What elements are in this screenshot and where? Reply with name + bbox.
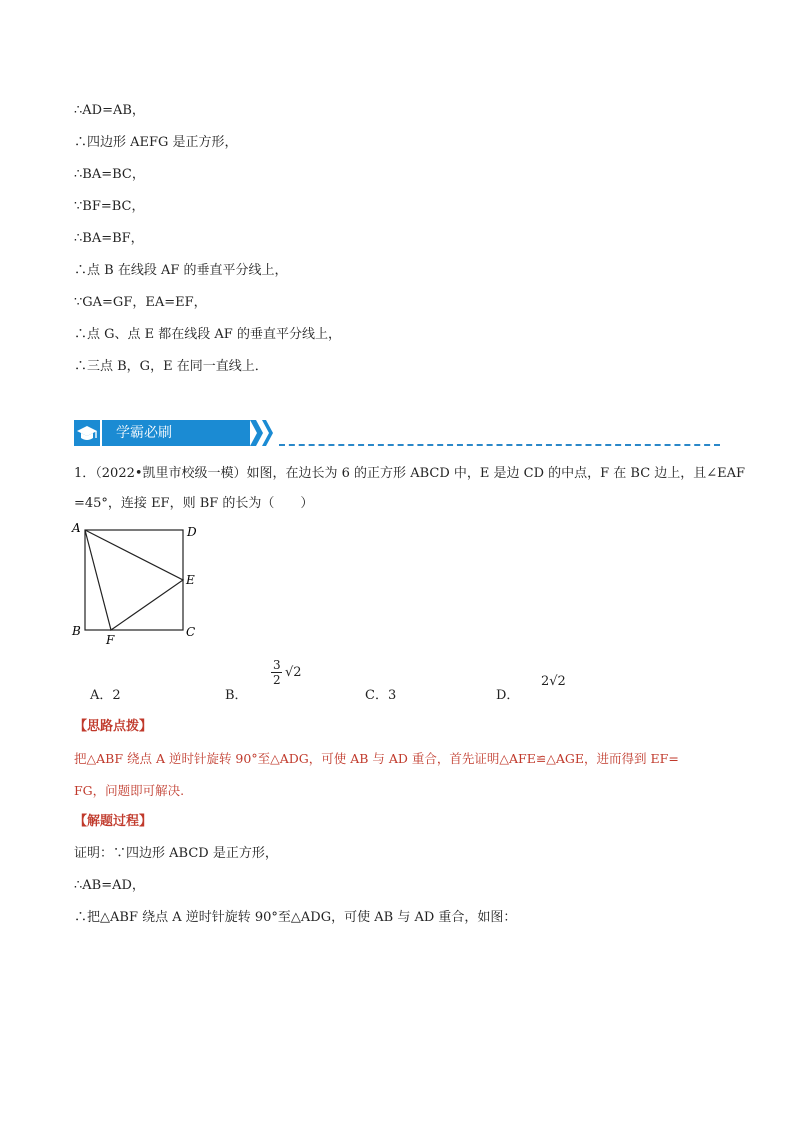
- graduation-cap-icon: [74, 420, 100, 446]
- label-e: E: [186, 573, 195, 587]
- solution-heading: 【解题过程】: [74, 814, 153, 829]
- proof-line: ∴AD=AB，: [74, 103, 145, 118]
- solution-line: 证明：∵四边形 ABCD 是正方形，: [74, 846, 278, 861]
- proof-line: ∴BA=BF，: [74, 231, 144, 246]
- hint-text: 把△ABF 绕点 A 逆时针旋转 90°至△ADG，可使 AB 与 AD 重合，首先证明△AFE≌△AGE，进而得到 EF=: [74, 751, 679, 766]
- square-abcd: [85, 530, 183, 630]
- option-d[interactable]: D．: [496, 688, 520, 703]
- option-b-value: [270, 658, 310, 694]
- option-c[interactable]: C．3: [365, 688, 397, 703]
- option-b[interactable]: B．: [225, 688, 248, 703]
- option-d-value: 2√2: [541, 674, 566, 689]
- label-b: B: [72, 624, 81, 638]
- proof-line: ∴BA=BC，: [74, 167, 145, 182]
- proof-line: ∴点 B 在线段 AF 的垂直平分线上，: [74, 263, 288, 278]
- fraction-numerator: 3: [273, 658, 281, 672]
- label-d: D: [187, 525, 197, 539]
- section-banner: [74, 418, 720, 448]
- chevron-right-icon: [262, 418, 276, 448]
- banner-title: 学霸必刷: [102, 420, 250, 446]
- solution-line: ∴AB=AD，: [74, 878, 145, 893]
- fraction-denominator: 2: [273, 673, 281, 687]
- proof-line: ∴三点 B，G，E 在同一直线上．: [74, 359, 268, 374]
- label-f: F: [106, 633, 115, 647]
- banner-divider: [279, 444, 720, 446]
- proof-line: ∴点 G、点 E 都在线段 AF 的垂直平分线上，: [74, 327, 341, 342]
- problem-text: 1．（2022•凯里市校级一模）如图，在边长为 6 的正方形 ABCD 中，E 是边 CD 的中点，F 在 BC 边上，且∠EAF: [74, 466, 746, 481]
- square-figure: [68, 520, 218, 650]
- label-c: C: [186, 625, 196, 639]
- hint-heading: 【思路点拨】: [74, 719, 153, 734]
- option-a[interactable]: A．2: [90, 688, 121, 703]
- hint-text: FG，问题即可解决.: [74, 783, 185, 798]
- problem-text: =45°，连接 EF，则 BF 的长为（ ）: [74, 496, 314, 511]
- label-a: A: [72, 521, 81, 535]
- proof-line: ∵BF=BC，: [74, 199, 145, 214]
- solution-line: ∴把△ABF 绕点 A 逆时针旋转 90°至△ADG，可使 AB 与 AD 重合，如图：: [74, 910, 517, 925]
- triangle-aef: [85, 530, 183, 630]
- proof-line: ∵GA=GF，EA=EF，: [74, 295, 207, 310]
- radical: √2: [285, 665, 302, 680]
- proof-line: ∴四边形 AEFG 是正方形，: [74, 135, 238, 150]
